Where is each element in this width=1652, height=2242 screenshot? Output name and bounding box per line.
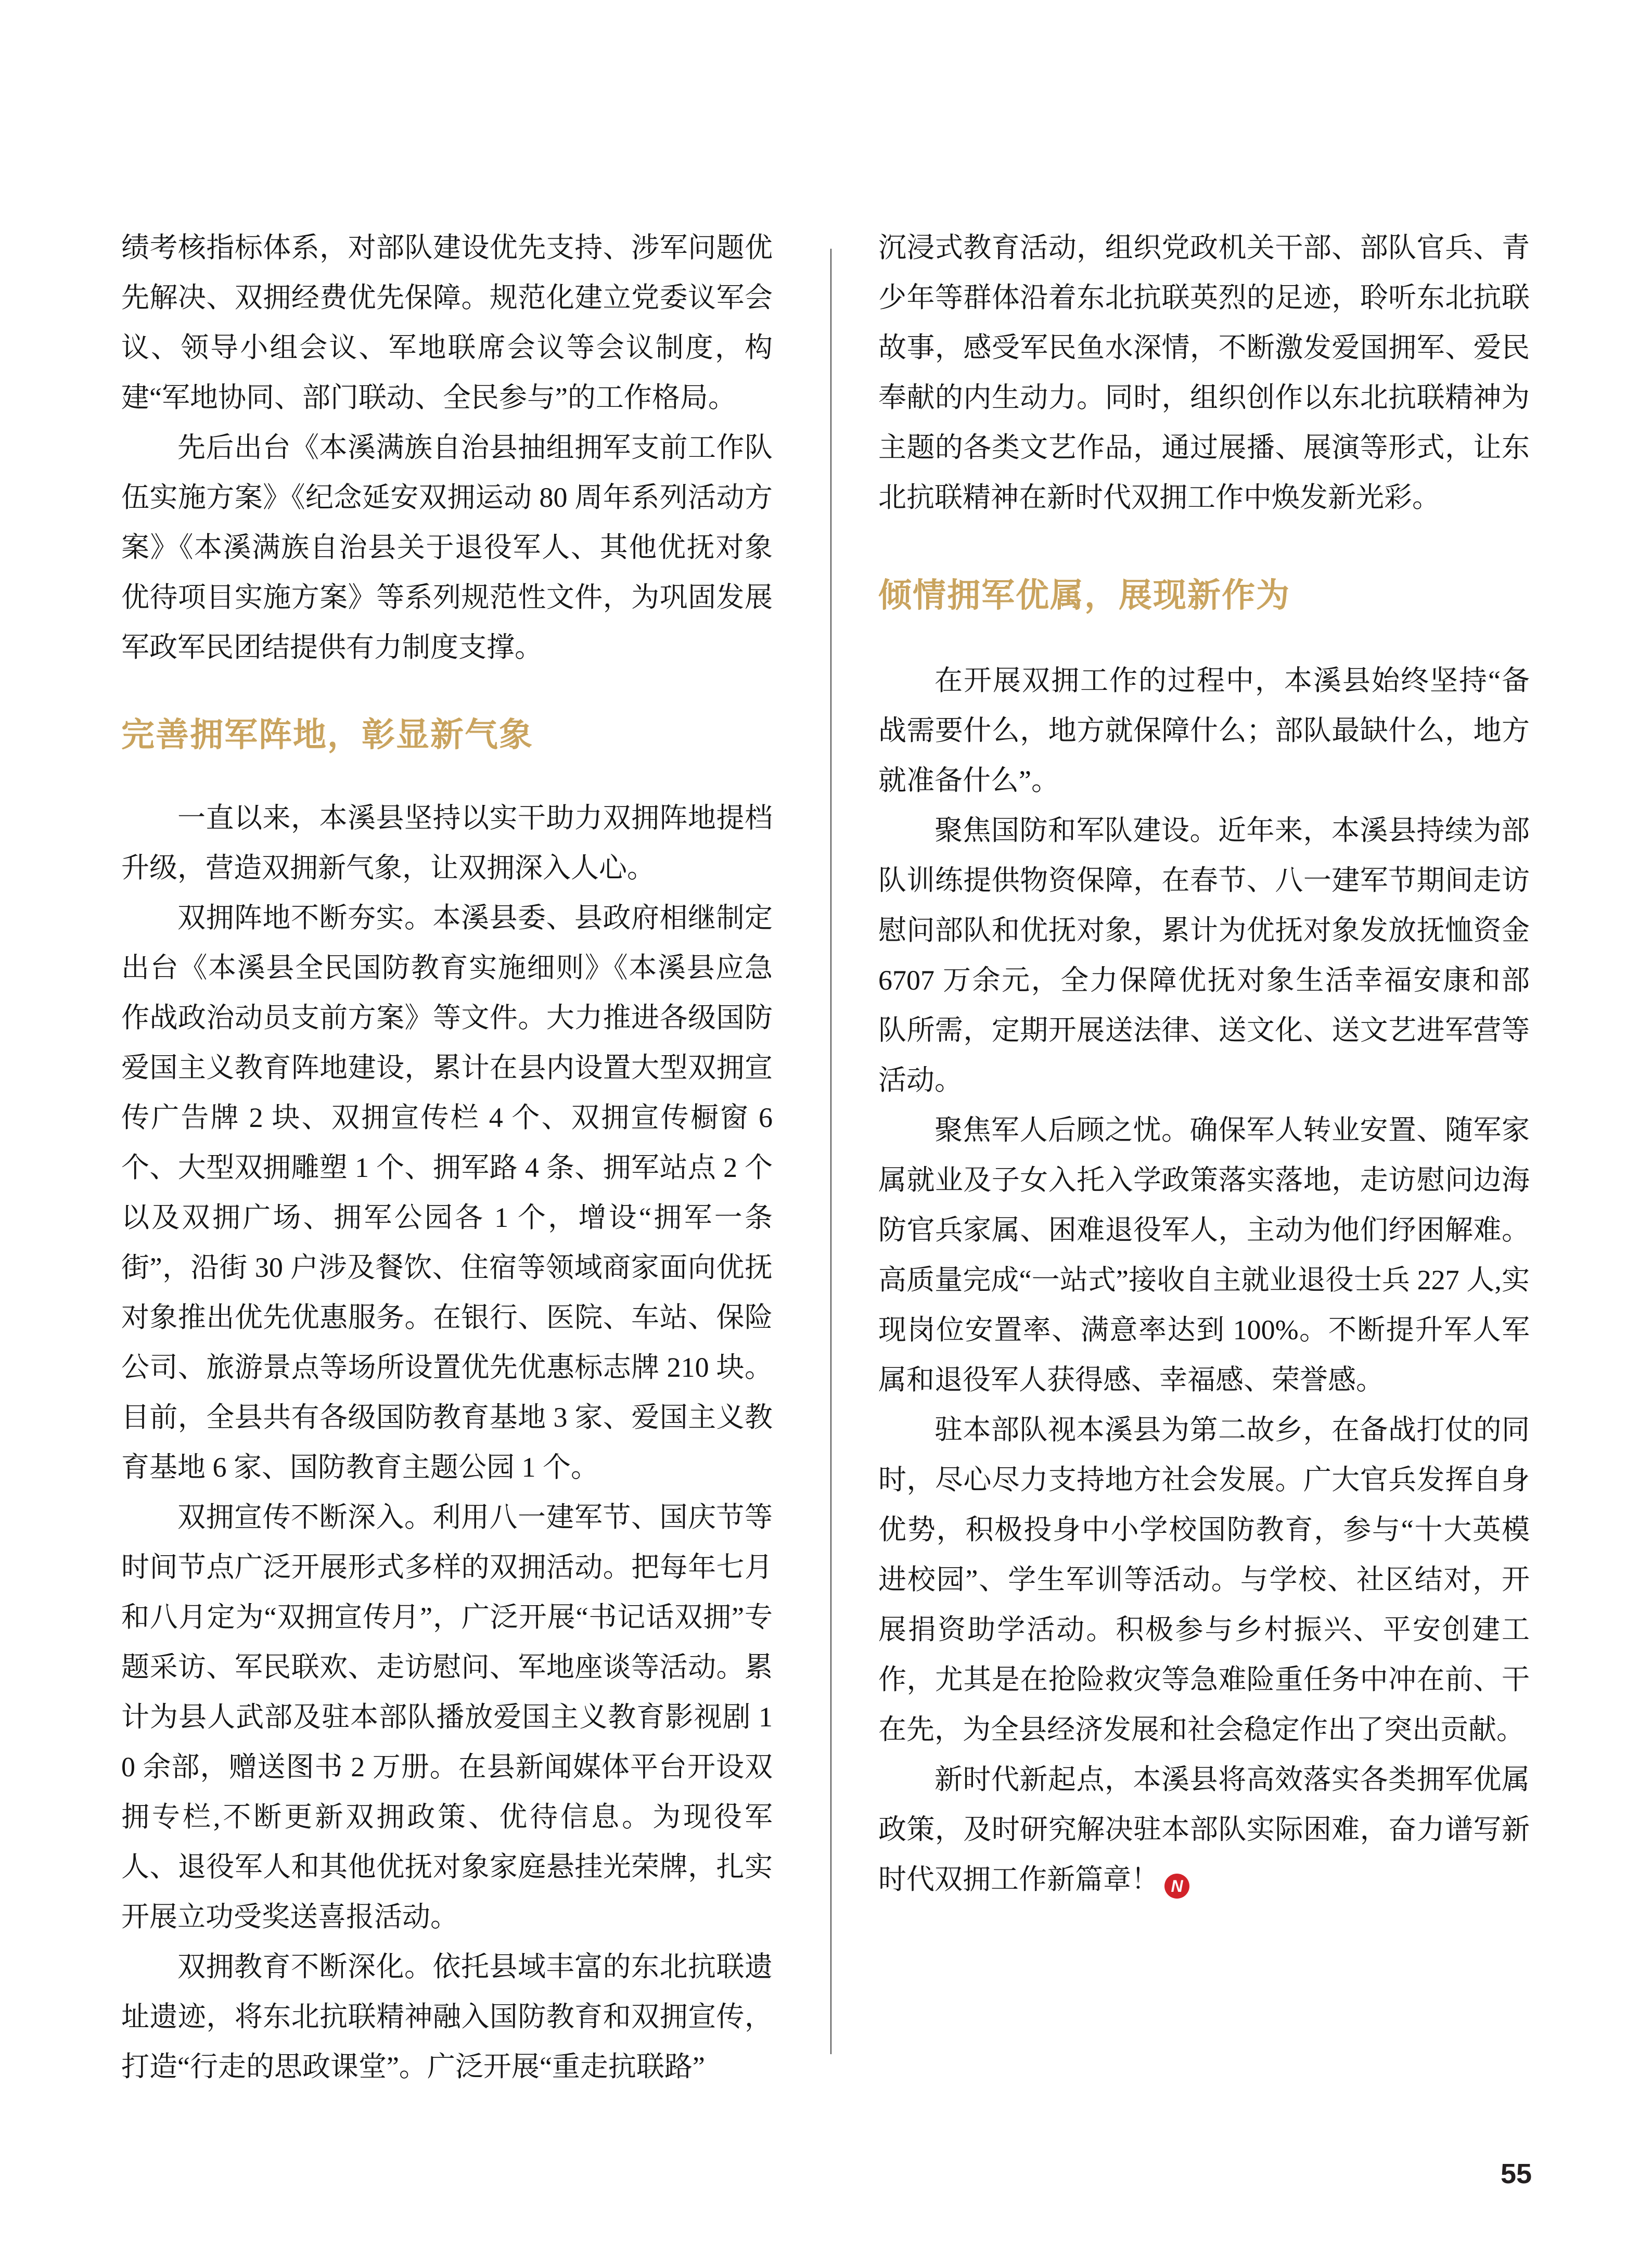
end-mark-letter: N xyxy=(1171,1877,1183,1895)
paragraph: 先后出台《本溪满族自治县抽组拥军支前工作队伍实施方案》《纪念延安双拥运动 80 周年系列活动方案》《本溪满族自治县关于退役军人、其他优抚对象优待项目实施方案》等系列规范性文件，为巩固发展军政军民团结提供有力制度支撑。 xyxy=(121,432,773,663)
section-heading-2: 倾情拥军优属，展现新作为 xyxy=(878,576,1290,614)
paragraph xyxy=(878,1754,1530,1904)
paragraph: 一直以来，本溪县坚持以实干助力双拥阵地提档升级，营造双拥新气象，让双拥深入人心。 xyxy=(121,802,773,883)
right-column xyxy=(878,223,1530,1904)
column-divider xyxy=(830,249,831,2054)
paragraph-text: 新时代新起点，本溪县将高效落实各类拥军优属政策，及时研究解决驻本部队实际困难，奋力谱写新时代双拥工作新篇章！ xyxy=(878,1764,1530,1895)
paragraph: 绩考核指标体系，对部队建设优先支持、涉军问题优先解决、双拥经费优先保障。规范化建立党委议军会议、领导小组会议、军地联席会议等会议制度，构建“军地协同、部门联动、全民参与”的工作格局。 xyxy=(121,232,773,413)
paragraph: 聚焦军人后顾之忧。确保军人转业安置、随军家属就业及子女入托入学政策落实落地，走访慰问边海防官兵家属、困难退役军人，主动为他们纾困解难。高质量完成“一站式”接收自主就业退役士兵 227 人,实现岗位安置率、满意率达到 100%。不断提升军人军属和退役军人获得感、幸福感、荣誉感。 xyxy=(878,1114,1530,1395)
paragraph: 双拥宣传不断深入。利用八一建军节、国庆节等时间节点广泛开展形式多样的双拥活动。把每年七月和八月定为“双拥宣传月”，广泛开展“书记话双拥”专题采访、军民联欢、走访慰问、军地座谈等活动。累计为县人武部及驻本部队播放爱国主义教育影视剧 10 余部，赠送图书 2 万册。在县新闻媒体平台开设双拥专栏,不断更新双拥政策、优待信息。为现役军人、退役军人和其他优抚对象家庭悬挂光荣牌，扎实开展立功受奖送喜报活动。 xyxy=(121,1502,773,1932)
paragraph: 沉浸式教育活动，组织党政机关干部、部队官兵、青少年等群体沿着东北抗联英烈的足迹，聆听东北抗联故事，感受军民鱼水深情，不断激发爱国拥军、爱民奉献的内生动力。同时，组织创作以东北抗联精神为主题的各类文艺作品，通过展播、展演等形式，让东北抗联精神在新时代双拥工作中焕发新光彩。 xyxy=(878,232,1530,513)
paragraph: 双拥教育不断深化。依托县域丰富的东北抗联遗址遗迹，将东北抗联精神融入国防教育和双拥宣传，打造“行走的思政课堂”。广泛开展“重走抗联路” xyxy=(121,1951,773,2082)
end-mark-icon xyxy=(1164,1874,1189,1899)
paragraph: 驻本部队视本溪县为第二故乡，在备战打仗的同时，尽心尽力支持地方社会发展。广大官兵发挥自身优势，积极投身中小学校国防教育，参与“十大英模进校园”、学生军训等活动。与学校、社区结对，开展捐资助学活动。积极参与乡村振兴、平安创建工作，尤其是在抢险救灾等急难险重任务中冲在前、干在先，为全县经济发展和社会稳定作出了突出贡献。 xyxy=(878,1414,1530,1745)
left-column xyxy=(121,223,773,2092)
paragraph: 在开展双拥工作的过程中，本溪县始终坚持“备战需要什么，地方就保障什么；部队最缺什么，地方就准备什么”。 xyxy=(878,665,1530,796)
paragraph: 聚焦国防和军队建设。近年来，本溪县持续为部队训练提供物资保障，在春节、八一建军节期间走访慰问部队和优抚对象，累计为优抚对象发放抚恤资金 6707 万余元，全力保障优抚对象生活幸福安康和部队所需，定期开展送法律、送文化、送文艺进军营等活动。 xyxy=(878,815,1530,1096)
paragraph: 双拥阵地不断夯实。本溪县委、县政府相继制定出台《本溪县全民国防教育实施细则》《本溪县应急作战政治动员支前方案》等文件。大力推进各级国防爱国主义教育阵地建设，累计在县内设置大型双拥宣传广告牌 2 块、双拥宣传栏 4 个、双拥宣传橱窗 6 个、大型双拥雕塑 1 个、拥军路 4 条、拥军站点 2 个以及双拥广场、拥军公园各 1 个，增设“拥军一条街”，沿街 30 户涉及餐饮、住宿等领域商家面向优抚对象推出优先优惠服务。在银行、医院、车站、保险公司、旅游景点等场所设置优先优惠标志牌 210 块。目前，全县共有各级国防教育基地 3 家、爱国主义教育基地 6 家、国防教育主题公园 1 个。 xyxy=(121,902,773,1483)
page-number: 55 xyxy=(1501,2158,1532,2189)
section-heading-1: 完善拥军阵地，彰显新气象 xyxy=(121,716,533,753)
